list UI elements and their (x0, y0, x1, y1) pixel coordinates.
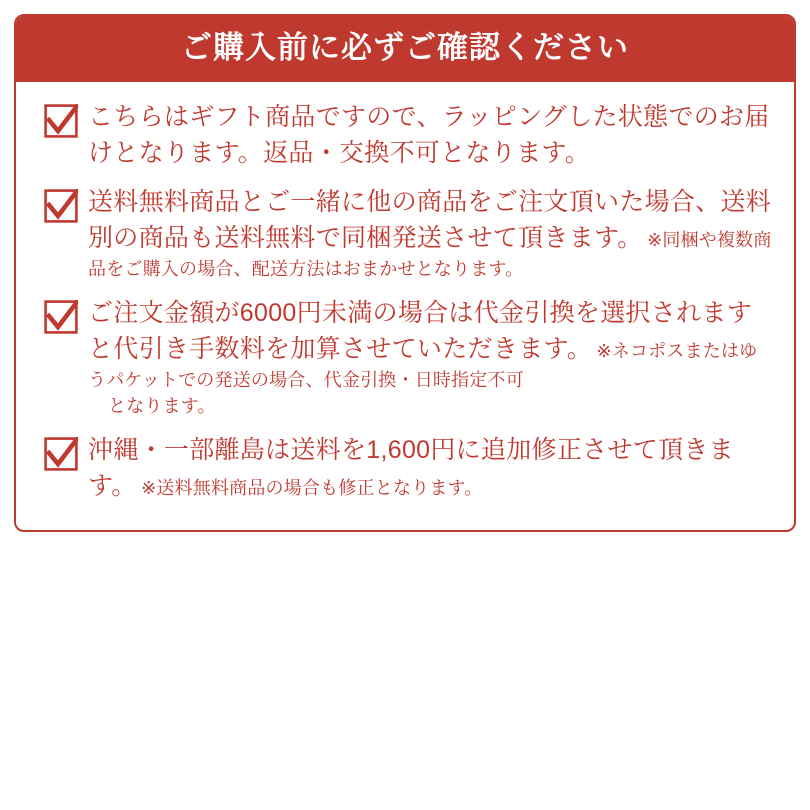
list-item-text (88, 185, 774, 282)
list-item-note-line1: ※ネコポスまたはゆうパケットでの発送の場合、代金引換・日時指定不可 (88, 340, 758, 391)
list-item (36, 100, 774, 171)
list-item-text (88, 100, 774, 171)
list-item (36, 433, 774, 504)
list-item-main: 送料無料商品とご一緒に他の商品をご注文頂いた場合、送料別の商品も送料無料で同梱発送させて頂きます。 (88, 188, 772, 252)
list-item-text (88, 433, 774, 504)
check-icon (44, 437, 78, 471)
list-item-main: 沖縄・一部離島は送料を1,600円に追加修正させて頂きます。 (88, 436, 734, 500)
list-item-main: ご注文金額が6000円未満の場合は代金引換を選択されますと代引き手数料を加算させていただきます。 (88, 299, 753, 363)
list-item-note-line2: となります。 (108, 396, 216, 417)
notice-header-title: ご購入前に必ずご確認ください (16, 16, 794, 82)
notice-item-list (16, 82, 794, 530)
list-item-note: ※同梱や複数商品をご購入の場合、配送方法はおまかせとなります。 (88, 229, 772, 280)
check-icon (44, 300, 78, 334)
list-item-note: ※送料無料商品の場合も修正となります。 (141, 477, 483, 498)
list-item (36, 185, 774, 282)
list-item-text (88, 296, 774, 419)
list-item-main: こちらはギフト商品ですので、ラッピングした状態でのお届けとなります。返品・交換不可となります。 (88, 103, 770, 167)
list-item (36, 296, 774, 419)
notice-card (14, 14, 796, 532)
check-icon (44, 104, 78, 138)
check-icon (44, 189, 78, 223)
